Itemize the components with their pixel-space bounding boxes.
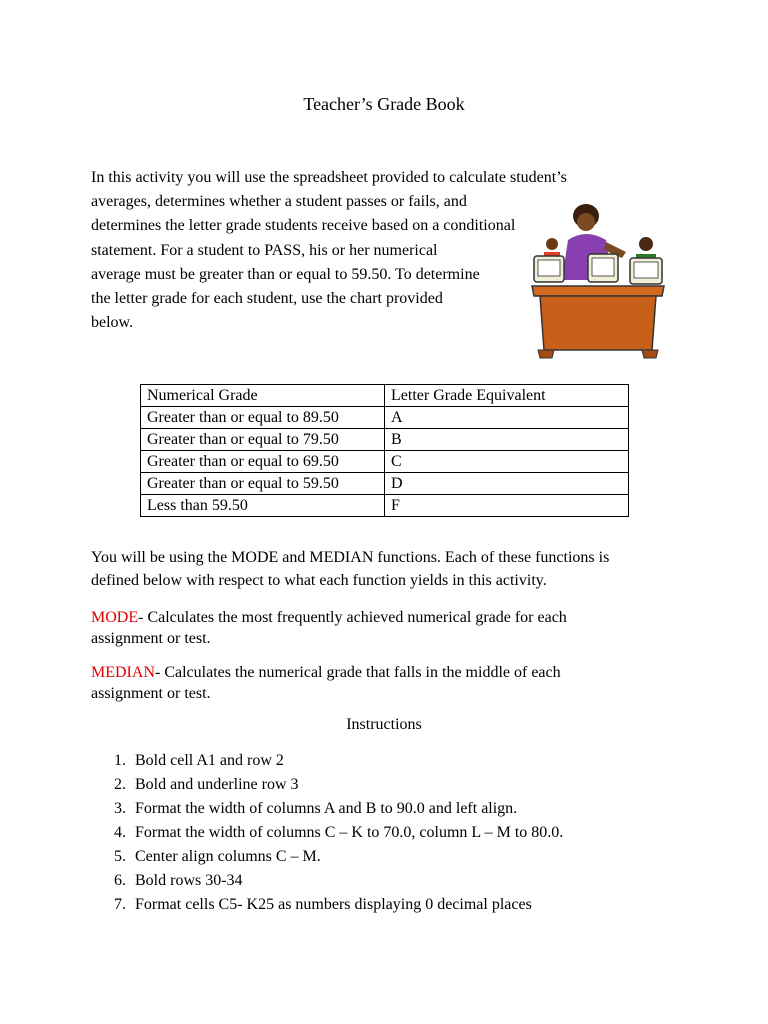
intro-paragraph xyxy=(91,166,567,335)
list-item xyxy=(91,773,563,797)
table-header-cell: Numerical Grade xyxy=(141,385,385,407)
page-title: Teacher’s Grade Book xyxy=(303,94,465,114)
definition-text: assignment or test. xyxy=(91,630,211,647)
intro-line: determines the letter grade students receive based on a conditional xyxy=(91,217,516,235)
table-cell: Greater than or equal to 89.50 xyxy=(141,407,385,429)
list-item xyxy=(91,749,563,773)
mode-definition xyxy=(91,607,691,649)
instructions-list xyxy=(91,749,563,917)
list-number: 6. xyxy=(114,872,126,889)
table-cell: C xyxy=(385,451,629,473)
list-text: Bold rows 30-34 xyxy=(135,872,243,889)
instructions-heading: Instructions xyxy=(346,716,422,733)
list-item xyxy=(91,893,563,917)
list-item xyxy=(91,869,563,893)
intro-line: the letter grade for each student, use the chart provided xyxy=(91,290,443,308)
list-number: 4. xyxy=(114,824,126,841)
paragraph-line: defined below with respect to what each function yields in this activity. xyxy=(91,572,547,589)
list-item xyxy=(91,821,563,845)
table-header-cell: Letter Grade Equivalent xyxy=(385,385,629,407)
intro-line: In this activity you will use the spreadsheet provided to calculate student’s xyxy=(91,169,567,186)
definition-text: - Calculates the numerical grade that falls in the middle of each xyxy=(155,664,561,681)
intro-line: average must be greater than or equal to 59.50. To determine xyxy=(91,265,480,283)
table-cell: Greater than or equal to 59.50 xyxy=(141,473,385,495)
grade-equivalence-table xyxy=(140,384,629,517)
list-number: 7. xyxy=(114,896,126,913)
list-number: 5. xyxy=(114,848,126,865)
table-row xyxy=(141,451,629,473)
intro-line: below. xyxy=(91,314,134,332)
list-number: 1. xyxy=(114,752,126,769)
list-text: Format cells C5- K25 as numbers displaying 0 decimal places xyxy=(135,896,532,913)
intro-line: statement. For a student to PASS, his or her numerical xyxy=(91,241,438,259)
table-cell: Greater than or equal to 69.50 xyxy=(141,451,385,473)
table-row xyxy=(141,473,629,495)
table-cell: F xyxy=(385,495,629,517)
list-number: 3. xyxy=(114,800,126,817)
list-number: 2. xyxy=(114,776,126,793)
table-cell: Greater than or equal to 79.50 xyxy=(141,429,385,451)
median-term: MEDIAN xyxy=(91,664,155,681)
list-item xyxy=(91,845,563,869)
mode-term: MODE xyxy=(91,609,139,626)
paragraph-line: You will be using the MODE and MEDIAN functions. Each of these functions is xyxy=(91,549,610,566)
table-cell: A xyxy=(385,407,629,429)
list-text: Center align columns C – M. xyxy=(135,848,321,865)
definition-text: assignment or test. xyxy=(91,685,211,702)
table-row xyxy=(141,407,629,429)
table-header-row xyxy=(141,385,629,407)
table-cell: B xyxy=(385,429,629,451)
table-cell: Less than 59.50 xyxy=(141,495,385,517)
list-item xyxy=(91,797,563,821)
list-text: Format the width of columns A and B to 90.0 and left align. xyxy=(135,800,518,817)
definition-text: - Calculates the most frequently achieved numerical grade for each xyxy=(138,609,567,626)
median-definition xyxy=(91,662,691,704)
intro-line: averages, determines whether a student passes or fails, and xyxy=(91,193,467,211)
table-cell: D xyxy=(385,473,629,495)
table-row xyxy=(141,429,629,451)
teacher-clipart-icon xyxy=(528,200,668,360)
list-text: Bold and underline row 3 xyxy=(135,776,299,793)
table-row xyxy=(141,495,629,517)
list-text: Bold cell A1 and row 2 xyxy=(135,752,284,769)
list-text: Format the width of columns C – K to 70.0, column L – M to 80.0. xyxy=(135,824,564,841)
functions-intro-paragraph xyxy=(91,546,691,592)
